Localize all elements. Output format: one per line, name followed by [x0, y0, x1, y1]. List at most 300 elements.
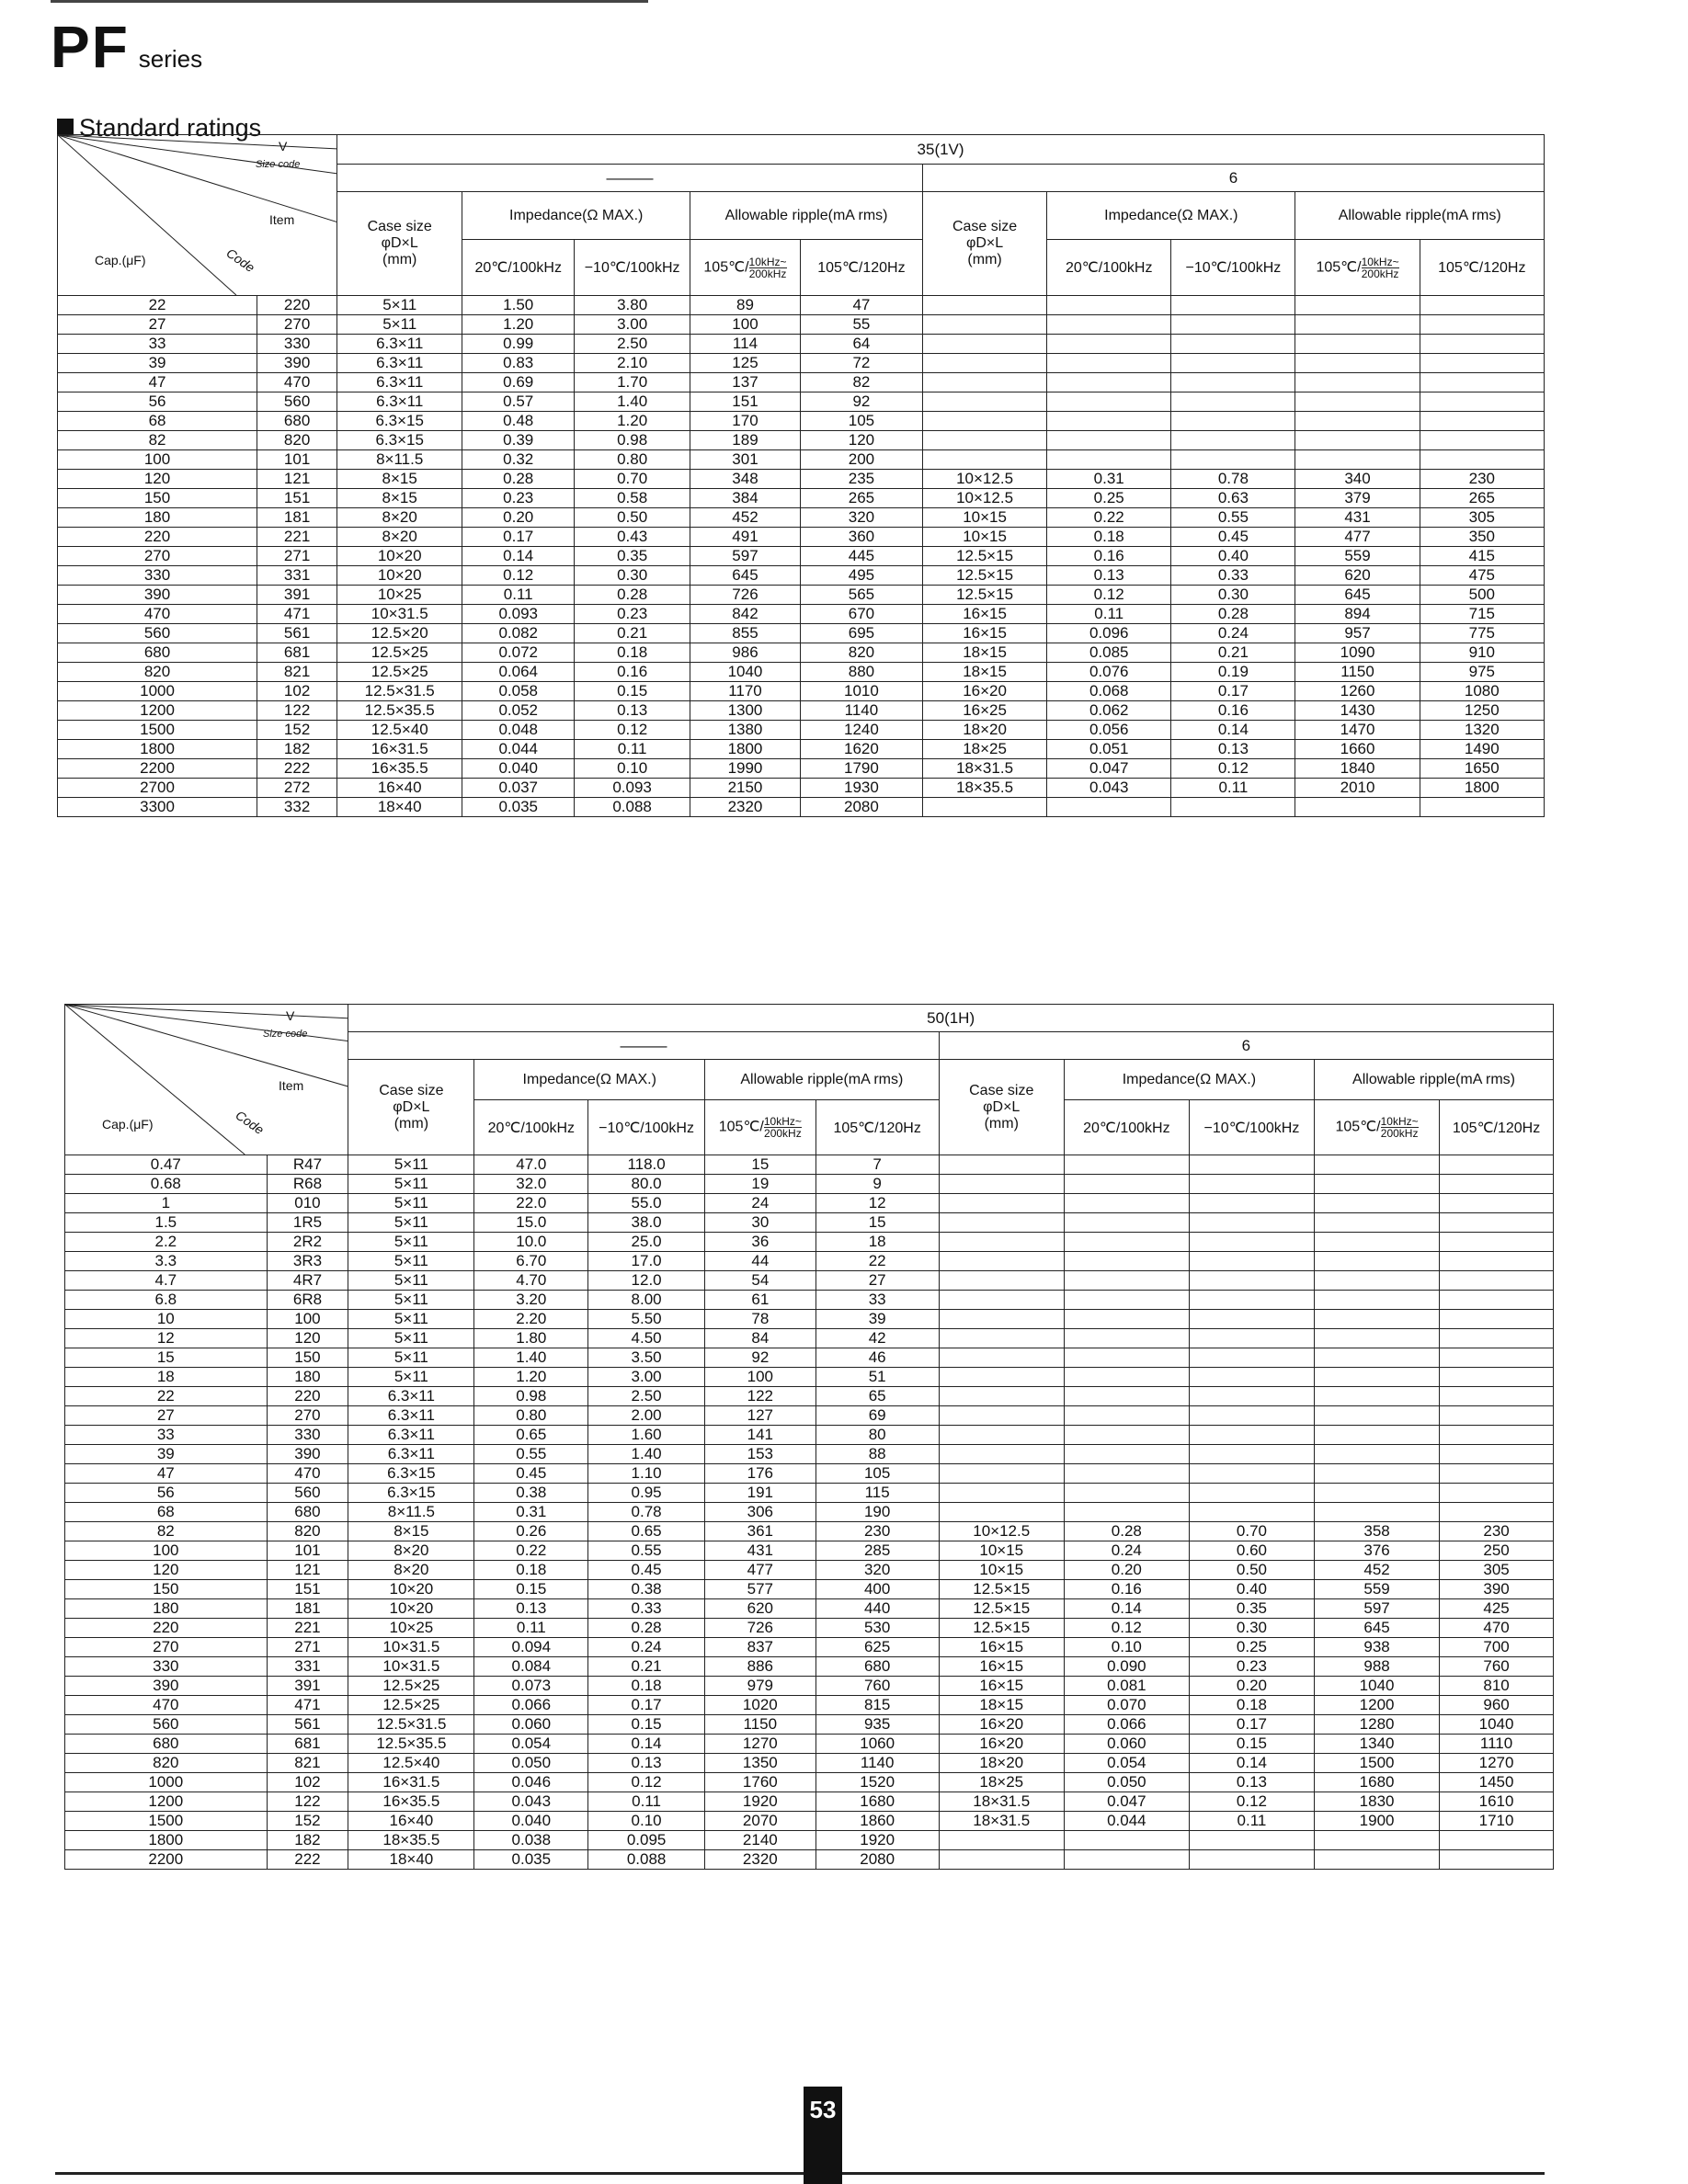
case-size-cell: 8×20 [348, 1541, 474, 1561]
imp-minus10c-cell: 1.70 [575, 373, 690, 392]
imp-minus10c-cell: 1.10 [588, 1464, 705, 1484]
ripple-120hz-6-cell [1420, 315, 1544, 335]
cap-cell: 2200 [58, 759, 257, 779]
ripple-hf-num: 10kHz~ [763, 1115, 802, 1128]
code-axis-label: Code [233, 1107, 268, 1138]
case-size-cell: 12.5×35.5 [337, 701, 462, 721]
imp-minus10c-header: −10℃/100kHz [588, 1100, 705, 1155]
imp-minus10c-cell: 0.24 [588, 1638, 705, 1657]
imp-minus10c-6-cell: 0.60 [1189, 1541, 1314, 1561]
ripple-hf-6-cell [1315, 1271, 1440, 1291]
ripple-120hz-6-cell: 775 [1420, 624, 1544, 643]
imp-20c-6-cell: 0.28 [1064, 1522, 1189, 1541]
code-cell: 271 [267, 1638, 348, 1657]
code-cell: 182 [267, 1831, 348, 1850]
ripple-hf-cell: 1150 [705, 1715, 816, 1735]
ripple-120hz-6-cell: 250 [1440, 1541, 1554, 1561]
table-row [65, 1387, 1554, 1406]
imp-minus10c-cell: 0.21 [575, 624, 690, 643]
imp-minus10c-6-cell [1189, 1368, 1314, 1387]
imp-20c-cell: 0.20 [462, 508, 575, 528]
imp-minus10c-6-cell [1189, 1464, 1314, 1484]
imp-minus10c-cell: 2.50 [575, 335, 690, 354]
case-size-cell: 10×31.5 [348, 1657, 474, 1677]
ripple-hf-6-cell: 1150 [1295, 663, 1420, 682]
imp-20c-cell: 0.55 [474, 1445, 588, 1464]
table-row [65, 1464, 1554, 1484]
imp-20c-header-6: 20℃/100kHz [1064, 1100, 1189, 1155]
code-cell: 821 [257, 663, 337, 682]
series-word: series [138, 45, 203, 73]
table-row [65, 1580, 1554, 1599]
ripple-hf-prefix: 105℃/ [718, 1119, 764, 1135]
case-size-cell: 6.3×15 [337, 431, 462, 450]
code-cell: 390 [257, 354, 337, 373]
imp-20c-cell: 0.064 [462, 663, 575, 682]
imp-20c-cell: 0.11 [462, 586, 575, 605]
ripple-hf-6-cell [1315, 1831, 1440, 1850]
case-size-6-cell [922, 431, 1046, 450]
ripple-hf-cell: 137 [690, 373, 801, 392]
imp-minus10c-cell: 0.70 [575, 470, 690, 489]
case-size-6-cell [939, 1406, 1064, 1426]
ripple-hf-6-cell [1295, 315, 1420, 335]
case-size-6-cell: 16×20 [939, 1735, 1064, 1754]
cap-cell: 180 [65, 1599, 268, 1619]
table-row [58, 508, 1545, 528]
cap-cell: 39 [58, 354, 257, 373]
table-row [65, 1252, 1554, 1271]
table-row [65, 1406, 1554, 1426]
table-row [58, 682, 1545, 701]
imp-20c-6-cell [1047, 450, 1171, 470]
case-size-cell: 6.3×11 [348, 1406, 474, 1426]
cap-axis-label: Cap.(μF) [102, 1117, 154, 1132]
ripple-hf-6-cell [1315, 1406, 1440, 1426]
ripple-120hz-cell: 82 [800, 373, 922, 392]
case-size-cell: 10×20 [348, 1599, 474, 1619]
ripple-hf-6-cell: 431 [1295, 508, 1420, 528]
code-cell: 121 [267, 1561, 348, 1580]
ripple-hf-6-cell: 957 [1295, 624, 1420, 643]
imp-minus10c-6-cell [1171, 798, 1295, 817]
imp-minus10c-6-cell: 0.17 [1189, 1715, 1314, 1735]
ripple-120hz-6-cell: 470 [1440, 1619, 1554, 1638]
case-size-cell: 5×11 [348, 1155, 474, 1175]
imp-minus10c-cell: 2.00 [588, 1406, 705, 1426]
imp-minus10c-cell: 0.95 [588, 1484, 705, 1503]
code-cell: 181 [267, 1599, 348, 1619]
ripple-120hz-6-cell [1420, 296, 1544, 315]
case-size-cell: 8×20 [337, 508, 462, 528]
cap-cell: 820 [65, 1754, 268, 1773]
imp-minus10c-cell: 55.0 [588, 1194, 705, 1213]
code-cell: 222 [257, 759, 337, 779]
case-size-cell: 6.3×11 [337, 392, 462, 412]
case-size-cell: 18×40 [348, 1850, 474, 1870]
ripple-120hz-6-cell [1420, 431, 1544, 450]
case-size-unit: (mm) [382, 252, 417, 267]
ripple-hf-cell: 61 [705, 1291, 816, 1310]
table-row [58, 373, 1545, 392]
cap-cell: 82 [58, 431, 257, 450]
table-row [65, 1291, 1554, 1310]
ripple-hf-6-cell [1315, 1348, 1440, 1368]
imp-20c-cell: 2.20 [474, 1310, 588, 1329]
imp-20c-cell: 15.0 [474, 1213, 588, 1233]
ripple-120hz-6-cell: 305 [1440, 1561, 1554, 1580]
code-cell: 391 [257, 586, 337, 605]
table-row [65, 1175, 1554, 1194]
ripple-hf-6-cell [1295, 450, 1420, 470]
code-cell: 821 [267, 1754, 348, 1773]
ripple-120hz-cell: 22 [815, 1252, 939, 1271]
ripple-120hz-6-cell: 960 [1440, 1696, 1554, 1715]
cap-cell: 330 [58, 566, 257, 586]
table-row [58, 740, 1545, 759]
case-size-6-cell [939, 1484, 1064, 1503]
case-size-unit: (mm) [984, 1115, 1019, 1132]
cap-cell: 1.5 [65, 1213, 268, 1233]
table-row [65, 1233, 1554, 1252]
imp-minus10c-cell: 8.00 [588, 1291, 705, 1310]
ripple-120hz-cell: 880 [800, 663, 922, 682]
table-50v-body [65, 1155, 1554, 1870]
ripple-hf-fraction [1381, 1116, 1419, 1139]
imp-minus10c-6-cell [1171, 296, 1295, 315]
ripple-hf-den: 200kHz [1361, 267, 1399, 280]
ripple-hf-cell: 153 [705, 1445, 816, 1464]
ripple-120hz-cell: 9 [815, 1175, 939, 1194]
ripple-120hz-cell: 1920 [815, 1831, 939, 1850]
ripple-120hz-6-cell [1440, 1387, 1554, 1406]
case-size-cell: 12.5×40 [348, 1754, 474, 1773]
ripple-hf-6-cell [1315, 1464, 1440, 1484]
ripple-120hz-6-cell [1420, 392, 1544, 412]
imp-20c-6-cell: 0.18 [1047, 528, 1171, 547]
imp-minus10c-cell: 0.15 [588, 1715, 705, 1735]
cap-cell: 1200 [65, 1792, 268, 1812]
cap-cell: 33 [58, 335, 257, 354]
case-size-cell: 12.5×25 [337, 663, 462, 682]
case-size-cell: 16×35.5 [348, 1792, 474, 1812]
imp-minus10c-6-cell: 0.25 [1189, 1638, 1314, 1657]
imp-minus10c-6-cell [1171, 392, 1295, 412]
code-cell: 221 [267, 1619, 348, 1638]
table-row [58, 354, 1545, 373]
ripple-hf-cell: 2070 [705, 1812, 816, 1831]
cap-cell: 1000 [58, 682, 257, 701]
imp-minus10c-cell: 0.12 [575, 721, 690, 740]
table-row [65, 1696, 1554, 1715]
imp-minus10c-cell: 0.11 [575, 740, 690, 759]
imp-20c-6-cell: 0.16 [1047, 547, 1171, 566]
table-row [58, 605, 1545, 624]
ripple-hf-6-cell: 1660 [1295, 740, 1420, 759]
ripple-120hz-cell: 2080 [815, 1850, 939, 1870]
imp-minus10c-cell: 0.16 [575, 663, 690, 682]
ripple-120hz-6-cell: 425 [1440, 1599, 1554, 1619]
ripple-120hz-header: 105℃/120Hz [800, 240, 922, 296]
series-code: PF [51, 14, 130, 80]
code-cell: 180 [267, 1368, 348, 1387]
imp-20c-cell: 0.035 [462, 798, 575, 817]
code-cell: 010 [267, 1194, 348, 1213]
ripple-120hz-cell: 42 [815, 1329, 939, 1348]
imp-minus10c-cell: 0.30 [575, 566, 690, 586]
ratings-table-35v [57, 134, 1545, 817]
case-size-cell: 5×11 [348, 1213, 474, 1233]
case-size-6-cell: 18×15 [939, 1696, 1064, 1715]
ripple-hf-6-cell [1315, 1426, 1440, 1445]
ripple-hf-cell: 855 [690, 624, 801, 643]
imp-minus10c-cell: 0.21 [588, 1657, 705, 1677]
case-size-cell: 10×25 [348, 1619, 474, 1638]
cap-cell: 2700 [58, 779, 257, 798]
cap-cell: 22 [58, 296, 257, 315]
ripple-120hz-cell: 440 [815, 1599, 939, 1619]
ripple-hf-cell: 15 [705, 1155, 816, 1175]
code-axis-label: Code [223, 245, 258, 276]
imp-minus10c-cell: 0.15 [575, 682, 690, 701]
code-cell: 681 [257, 643, 337, 663]
ripple-hf-header [690, 240, 801, 296]
table-row [58, 798, 1545, 817]
imp-minus10c-6-cell: 0.70 [1189, 1522, 1314, 1541]
ripple-120hz-6-cell [1420, 354, 1544, 373]
case-size-cell: 5×11 [348, 1291, 474, 1310]
imp-minus10c-6-cell: 0.40 [1189, 1580, 1314, 1599]
ripple-hf-6-cell: 376 [1315, 1541, 1440, 1561]
code-cell: 272 [257, 779, 337, 798]
imp-20c-6-cell [1047, 392, 1171, 412]
case-size-6-cell: 18×31.5 [939, 1792, 1064, 1812]
imp-20c-6-cell: 0.062 [1047, 701, 1171, 721]
ripple-hf-cell: 127 [705, 1406, 816, 1426]
ripple-120hz-cell: 65 [815, 1387, 939, 1406]
case-size-cell: 5×11 [348, 1252, 474, 1271]
imp-20c-6-cell [1064, 1329, 1189, 1348]
ripple-120hz-6-cell [1440, 1406, 1554, 1426]
ripple-hf-num: 10kHz~ [1380, 1115, 1419, 1128]
case-size-6-cell: 18×31.5 [922, 759, 1046, 779]
imp-20c-cell: 0.45 [474, 1464, 588, 1484]
cap-cell: 82 [65, 1522, 268, 1541]
imp-20c-cell: 1.20 [462, 315, 575, 335]
ripple-120hz-6-cell: 230 [1420, 470, 1544, 489]
imp-20c-6-cell [1064, 1310, 1189, 1329]
ripple-120hz-6-cell: 1320 [1420, 721, 1544, 740]
case-size-6-cell [939, 1271, 1064, 1291]
case-size-cell: 16×40 [348, 1812, 474, 1831]
ripple-hf-6-cell [1295, 354, 1420, 373]
table-row [65, 1522, 1554, 1541]
imp-minus10c-6-cell [1189, 1213, 1314, 1233]
imp-minus10c-cell: 38.0 [588, 1213, 705, 1233]
ripple-120hz-cell: 18 [815, 1233, 939, 1252]
ripple-120hz-cell: 39 [815, 1310, 939, 1329]
ripple-hf-cell: 1270 [705, 1735, 816, 1754]
imp-20c-cell: 0.084 [474, 1657, 588, 1677]
ripple-120hz-6-cell [1420, 335, 1544, 354]
case-size-cell: 16×31.5 [348, 1773, 474, 1792]
case-size-6-cell [922, 315, 1046, 335]
ripple-hf-6-cell [1295, 296, 1420, 315]
imp-minus10c-cell: 0.33 [588, 1599, 705, 1619]
case-size-header-6 [922, 192, 1046, 296]
imp-minus10c-cell: 0.093 [575, 779, 690, 798]
case-size-6-cell: 18×15 [922, 643, 1046, 663]
case-size-6-cell: 16×15 [939, 1677, 1064, 1696]
case-size-6-cell [939, 1175, 1064, 1194]
code-cell: 102 [267, 1773, 348, 1792]
ripple-120hz-6-cell [1440, 1233, 1554, 1252]
table-row [65, 1310, 1554, 1329]
imp-20c-cell: 22.0 [474, 1194, 588, 1213]
ripple-hf-6-cell: 452 [1315, 1561, 1440, 1580]
case-size-6-cell: 18×20 [939, 1754, 1064, 1773]
ripple-hf-cell: 348 [690, 470, 801, 489]
ripple-hf-cell: 2140 [705, 1831, 816, 1850]
code-cell: 151 [267, 1580, 348, 1599]
imp-minus10c-6-cell: 0.15 [1189, 1735, 1314, 1754]
voltage-header: 35(1V) [337, 135, 1545, 165]
ripple-hf-6-cell [1315, 1175, 1440, 1194]
ripple-120hz-6-cell [1440, 1831, 1554, 1850]
imp-minus10c-cell: 0.13 [575, 701, 690, 721]
ripple-hf-cell: 1380 [690, 721, 801, 740]
ripple-120hz-cell: 1620 [800, 740, 922, 759]
series-header [51, 13, 202, 81]
imp-minus10c-6-cell: 0.13 [1189, 1773, 1314, 1792]
ripple-120hz-6-cell [1440, 1291, 1554, 1310]
ripple-hf-6-cell: 1260 [1295, 682, 1420, 701]
case-size-cell: 6.3×11 [337, 354, 462, 373]
corner-header [58, 135, 337, 296]
case-size-cell: 8×15 [348, 1522, 474, 1541]
ripple-header: Allowable ripple(mA rms) [690, 192, 923, 240]
ripple-hf-cell: 191 [705, 1484, 816, 1503]
imp-minus10c-cell: 1.60 [588, 1426, 705, 1445]
ripple-120hz-cell: 495 [800, 566, 922, 586]
case-size-6-cell [939, 1213, 1064, 1233]
ripple-120hz-6-cell: 700 [1440, 1638, 1554, 1657]
code-cell: 152 [257, 721, 337, 740]
imp-20c-cell: 0.073 [474, 1677, 588, 1696]
ripple-120hz-cell: 565 [800, 586, 922, 605]
ripple-hf-cell: 141 [705, 1426, 816, 1445]
ripple-hf-6-cell: 988 [1315, 1657, 1440, 1677]
case-size-6-cell: 12.5×15 [922, 547, 1046, 566]
case-size-header [348, 1060, 474, 1155]
imp-minus10c-6-cell [1189, 1271, 1314, 1291]
impedance-header: Impedance(Ω MAX.) [462, 192, 690, 240]
imp-minus10c-6-cell: 0.12 [1189, 1792, 1314, 1812]
ripple-120hz-6-cell [1440, 1271, 1554, 1291]
ripple-120hz-cell: 51 [815, 1368, 939, 1387]
imp-20c-cell: 0.093 [462, 605, 575, 624]
imp-minus10c-cell: 3.80 [575, 296, 690, 315]
ripple-120hz-6-cell [1420, 412, 1544, 431]
case-size-dim: φD×L [965, 235, 1004, 251]
imp-minus10c-cell: 0.50 [575, 508, 690, 528]
imp-20c-6-cell [1064, 1348, 1189, 1368]
cap-cell: 6.8 [65, 1291, 268, 1310]
imp-minus10c-6-cell [1171, 315, 1295, 335]
cap-cell: 150 [58, 489, 257, 508]
cap-cell: 0.68 [65, 1175, 268, 1194]
ripple-120hz-6-cell: 475 [1420, 566, 1544, 586]
imp-20c-6-cell: 0.043 [1047, 779, 1171, 798]
case-size-cell: 10×20 [337, 547, 462, 566]
code-cell: 221 [257, 528, 337, 547]
ripple-hf-6-cell: 894 [1295, 605, 1420, 624]
case-size-unit: (mm) [393, 1115, 429, 1132]
ripple-hf-6-cell: 645 [1295, 586, 1420, 605]
ripple-hf-cell: 78 [705, 1310, 816, 1329]
ripple-header-6: Allowable ripple(mA rms) [1315, 1060, 1554, 1100]
table-row [58, 663, 1545, 682]
ripple-hf-cell: 306 [705, 1503, 816, 1522]
table-row [65, 1657, 1554, 1677]
imp-minus10c-cell: 80.0 [588, 1175, 705, 1194]
imp-minus10c-cell: 0.45 [588, 1561, 705, 1580]
ripple-hf-6-cell: 340 [1295, 470, 1420, 489]
cap-cell: 560 [58, 624, 257, 643]
ripple-hf-cell: 1300 [690, 701, 801, 721]
case-size-6-cell: 16×15 [939, 1638, 1064, 1657]
ripple-hf-6-cell [1315, 1445, 1440, 1464]
ripple-hf-cell: 431 [705, 1541, 816, 1561]
case-size-cell: 12.5×31.5 [337, 682, 462, 701]
ripple-hf-cell: 92 [705, 1348, 816, 1368]
cap-cell: 100 [58, 450, 257, 470]
cap-cell: 22 [65, 1387, 268, 1406]
code-cell: 102 [257, 682, 337, 701]
table-row [65, 1329, 1554, 1348]
cap-cell: 100 [65, 1541, 268, 1561]
imp-20c-6-cell: 0.047 [1047, 759, 1171, 779]
table-row [58, 547, 1545, 566]
table-row [65, 1619, 1554, 1638]
imp-20c-6-cell: 0.25 [1047, 489, 1171, 508]
ripple-hf-6-cell: 358 [1315, 1522, 1440, 1541]
ripple-120hz-6-cell [1440, 1464, 1554, 1484]
imp-20c-cell: 0.060 [474, 1715, 588, 1735]
imp-20c-cell: 0.83 [462, 354, 575, 373]
ripple-hf-6-cell [1315, 1213, 1440, 1233]
imp-minus10c-cell: 0.58 [575, 489, 690, 508]
table-row [65, 1773, 1554, 1792]
imp-20c-6-cell [1047, 354, 1171, 373]
imp-20c-cell: 0.28 [462, 470, 575, 489]
ripple-120hz-6-cell: 390 [1440, 1580, 1554, 1599]
code-cell: 270 [257, 315, 337, 335]
table-row [58, 779, 1545, 798]
ripple-hf-cell: 1170 [690, 682, 801, 701]
ripple-hf-6-cell [1315, 1850, 1440, 1870]
imp-20c-6-cell: 0.12 [1064, 1619, 1189, 1638]
imp-minus10c-cell: 0.10 [575, 759, 690, 779]
table-row [58, 528, 1545, 547]
cap-cell: 1000 [65, 1773, 268, 1792]
imp-20c-cell: 0.050 [474, 1754, 588, 1773]
ripple-120hz-cell: 815 [815, 1696, 939, 1715]
ripple-120hz-cell: 400 [815, 1580, 939, 1599]
imp-20c-cell: 4.70 [474, 1271, 588, 1291]
ripple-120hz-6-cell [1440, 1310, 1554, 1329]
ripple-hf-cell: 1920 [705, 1792, 816, 1812]
